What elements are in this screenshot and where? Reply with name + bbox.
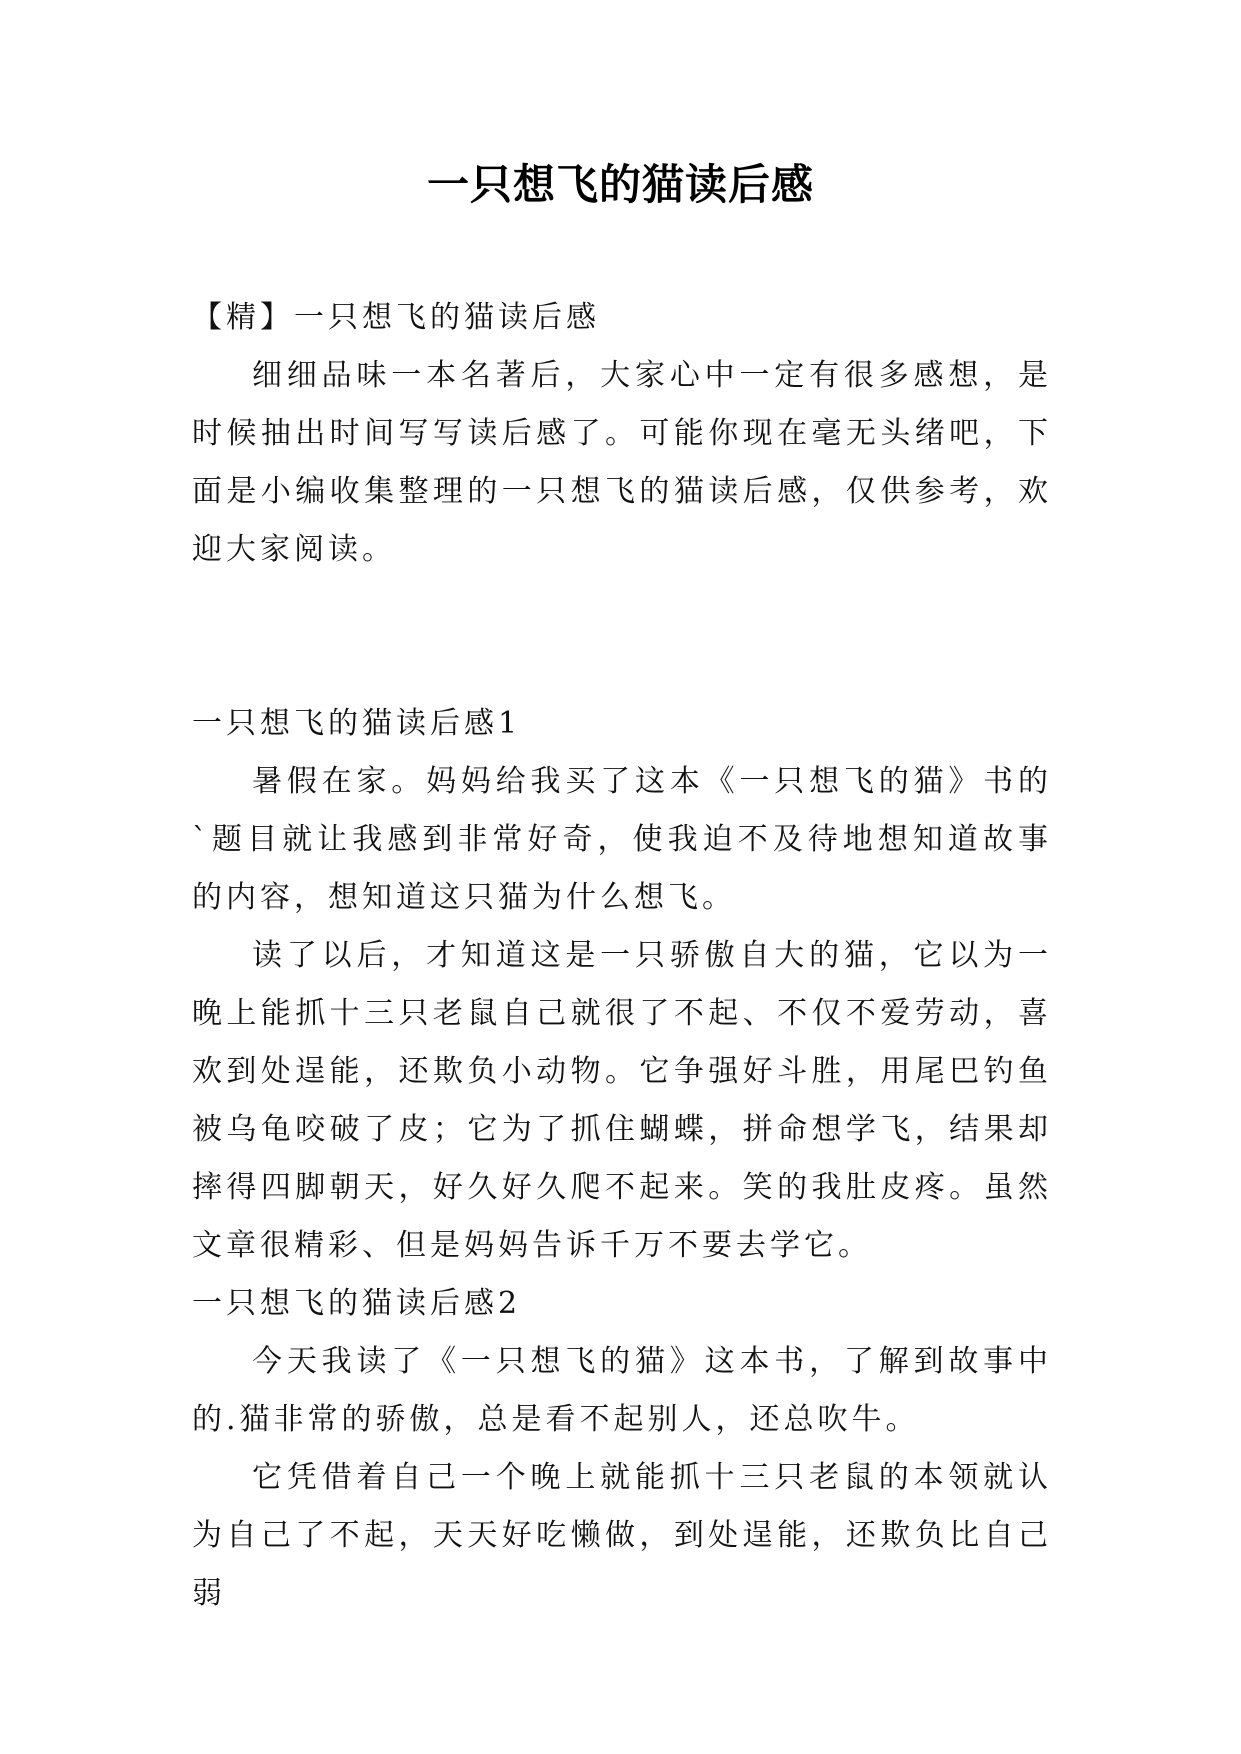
intro-paragraph: 细细品味一本名著后，大家心中一定有很多感想，是时候抽出时间写写读后感了。可能你现在毫无头绪吧，下面是小编收集整理的一只想飞的猫读后感，仅供参考，欢迎大家阅读。	[192, 358, 1052, 567]
section-gap	[192, 579, 1052, 695]
section-heading: 一只想飞的猫读后感2	[192, 1286, 522, 1321]
document-subtitle: 【精】一只想飞的猫读后感	[192, 300, 600, 335]
section-paragraph: 读了以后，才知道这是一只骄傲自大的猫，它以为一晚上能抓十三只老鼠自己就很了不起、不仅不爱劳动，喜欢到处逞能，还欺负小动物。它争强好斗胜，用尾巴钓鱼被乌龟咬破了皮；它为了抓住蝴蝶，拼命想学飞，结果却摔得四脚朝天，好久好久爬不起来。笑的我肚皮疼。虽然文章很精彩、但是妈妈告诉千万不要去学它。	[192, 938, 1052, 1263]
section-paragraph: 暑假在家。妈妈给我买了这本《一只想飞的猫》书的`题目就让我感到非常好奇，使我迫不及待地想知道故事的内容，想知道这只猫为什么想飞。	[192, 764, 1052, 915]
section-paragraph: 它凭借着自己一个晚上就能抓十三只老鼠的本领就认为自己了不起，天天好吃懒做，到处逞能，还欺负比自己弱	[192, 1460, 1052, 1611]
section-paragraph: 今天我读了《一只想飞的猫》这本书，了解到故事中的.猫非常的骄傲，总是看不起别人，还总吹牛。	[192, 1344, 1052, 1437]
section-heading: 一只想飞的猫读后感1	[192, 706, 522, 741]
document-title: 一只想飞的猫读后感	[426, 160, 814, 209]
document-body	[192, 289, 1052, 1623]
